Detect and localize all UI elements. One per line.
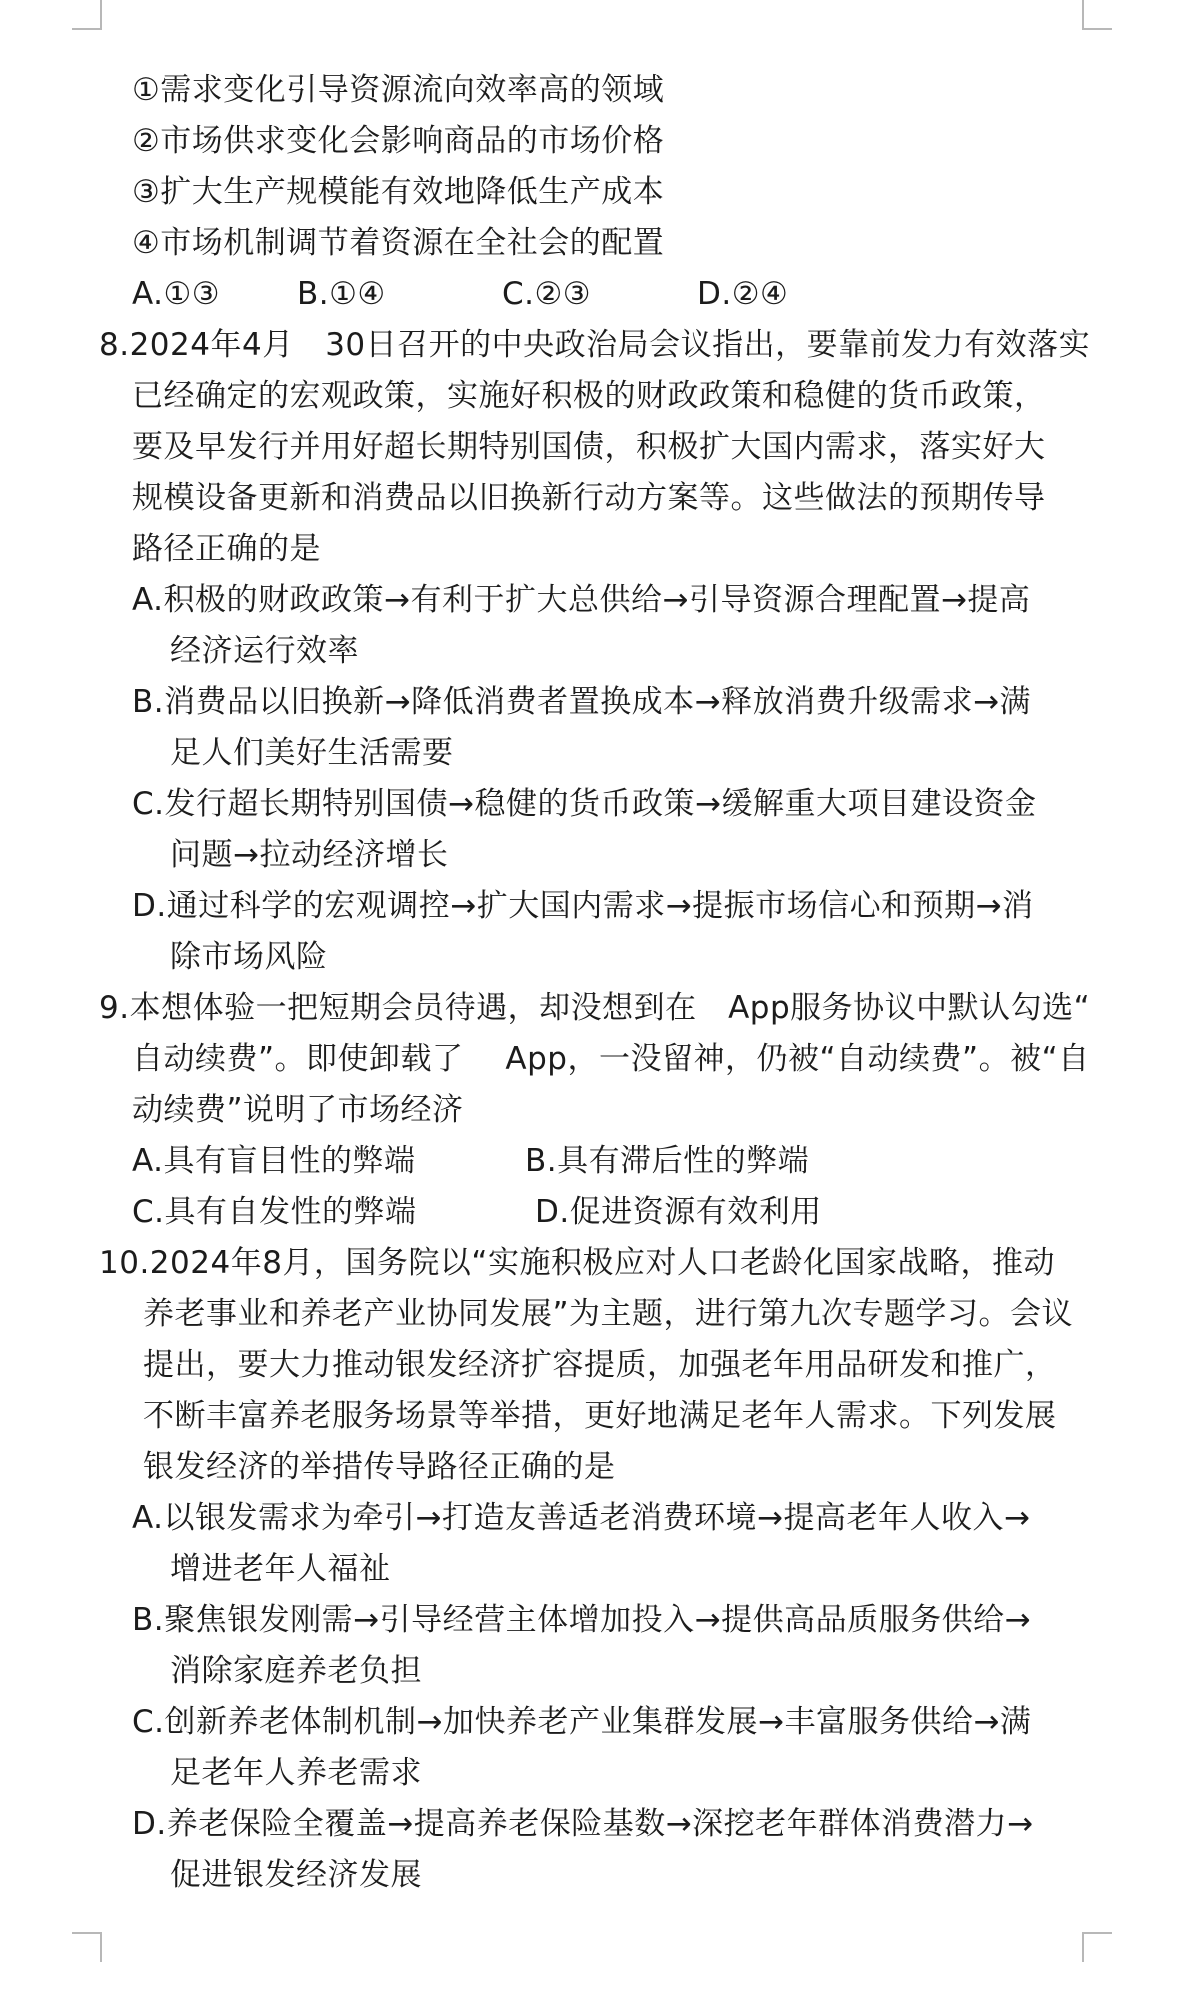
q7-item-1: ①需求变化引导资源流向效率高的领域 bbox=[132, 72, 665, 108]
q7-option-d: D.②④ bbox=[697, 276, 789, 312]
q8-option-b-line-1: B.消费品以旧换新→降低消费者置换成本→释放消费升级需求→满 bbox=[132, 684, 1032, 720]
q8-stem-line-5: 路径正确的是 bbox=[132, 531, 321, 567]
q7-option-a: A.①③ bbox=[132, 276, 221, 312]
q10-option-c-line-1: C.创新养老体制机制→加快养老产业集群发展→丰富服务供给→满 bbox=[132, 1704, 1032, 1740]
q9-option-b: B.具有滞后性的弊端 bbox=[525, 1143, 810, 1179]
q8-option-b-line-2: 足人们美好生活需要 bbox=[170, 735, 454, 771]
crop-mark-bottom-left bbox=[72, 1932, 102, 1962]
q10-stem-line-3: 提出，要大力推动银发经济扩容提质，加强老年用品研发和推广， bbox=[143, 1347, 1057, 1383]
q9-stem-line-3: 动续费”说明了市场经济 bbox=[132, 1092, 464, 1128]
q9-stem-line-1: 9.本想体验一把短期会员待遇，却没想到在 App服务协议中默认勾选“ bbox=[99, 990, 1091, 1026]
q8-option-a-line-1: A.积极的财政政策→有利于扩大总供给→引导资源合理配置→提高 bbox=[132, 582, 1031, 618]
q8-option-d-line-1: D.通过科学的宏观调控→扩大国内需求→提振市场信心和预期→消 bbox=[132, 888, 1034, 924]
q7-item-2: ②市场供求变化会影响商品的市场价格 bbox=[132, 123, 665, 159]
crop-mark-top-left bbox=[72, 0, 102, 30]
crop-mark-top-right bbox=[1082, 0, 1112, 30]
q8-stem-line-1: 8.2024年4月 30日召开的中央政治局会议指出，要靠前发力有效落实 bbox=[99, 327, 1091, 363]
q10-stem-line-5: 银发经济的举措传导路径正确的是 bbox=[143, 1449, 616, 1485]
q10-option-b-line-2: 消除家庭养老负担 bbox=[170, 1653, 422, 1689]
q10-option-d-line-2: 促进银发经济发展 bbox=[170, 1857, 422, 1893]
q9-stem-line-2: 自动续费”。即使卸载了 App，一没留神，仍被“自动续费”。被“自 bbox=[132, 1041, 1090, 1077]
q7-option-c: C.②③ bbox=[502, 276, 592, 312]
q10-option-b-line-1: B.聚焦银发刚需→引导经营主体增加投入→提供高品质服务供给→ bbox=[132, 1602, 1032, 1638]
q8-option-a-line-2: 经济运行效率 bbox=[170, 633, 359, 669]
q8-option-d-line-2: 除市场风险 bbox=[170, 939, 328, 975]
q7-option-b: B.①④ bbox=[297, 276, 386, 312]
q10-stem-line-1: 10.2024年8月，国务院以“实施积极应对人口老龄化国家战略，推动 bbox=[99, 1245, 1055, 1281]
q10-option-d-line-1: D.养老保险全覆盖→提高养老保险基数→深挖老年群体消费潜力→ bbox=[132, 1806, 1034, 1842]
q10-stem-line-2: 养老事业和养老产业协同发展”为主题，进行第九次专题学习。会议 bbox=[143, 1296, 1074, 1332]
q9-option-c: C.具有自发性的弊端 bbox=[132, 1194, 417, 1230]
q9-option-a: A.具有盲目性的弊端 bbox=[132, 1143, 416, 1179]
q9-option-d: D.促进资源有效利用 bbox=[535, 1194, 822, 1230]
q8-stem-line-4: 规模设备更新和消费品以旧换新行动方案等。这些做法的预期传导 bbox=[132, 480, 1046, 516]
q10-option-c-line-2: 足老年人养老需求 bbox=[170, 1755, 422, 1791]
q8-option-c-line-2: 问题→拉动经济增长 bbox=[170, 837, 449, 873]
q8-stem-line-3: 要及早发行并用好超长期特别国债，积极扩大国内需求，落实好大 bbox=[132, 429, 1046, 465]
q10-stem-line-4: 不断丰富养老服务场景等举措，更好地满足老年人需求。下列发展 bbox=[143, 1398, 1057, 1434]
q8-option-c-line-1: C.发行超长期特别国债→稳健的货币政策→缓解重大项目建设资金 bbox=[132, 786, 1037, 822]
q10-option-a-line-2: 增进老年人福祉 bbox=[170, 1551, 391, 1587]
q7-item-4: ④市场机制调节着资源在全社会的配置 bbox=[132, 225, 665, 261]
q7-item-3: ③扩大生产规模能有效地降低生产成本 bbox=[132, 174, 665, 210]
crop-mark-bottom-right bbox=[1082, 1932, 1112, 1962]
q10-option-a-line-1: A.以银发需求为牵引→打造友善适老消费环境→提高老年人收入→ bbox=[132, 1500, 1031, 1536]
q8-stem-line-2: 已经确定的宏观政策，实施好积极的财政政策和稳健的货币政策， bbox=[132, 378, 1046, 414]
